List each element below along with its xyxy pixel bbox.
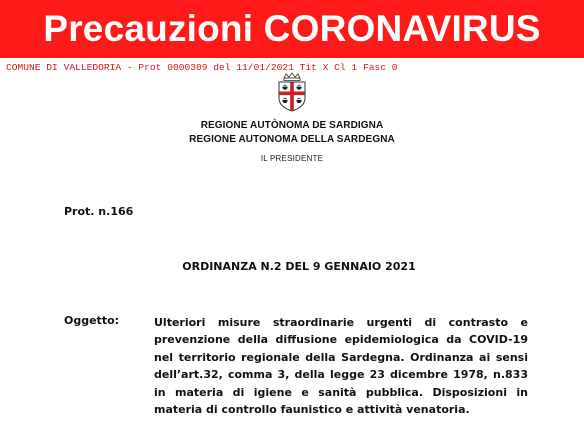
office-title: IL PRESIDENTE	[260, 154, 324, 163]
sardinia-coat-of-arms-icon	[275, 72, 309, 112]
protocol-number: Prot. n.166	[64, 205, 134, 218]
title-banner	[0, 0, 584, 58]
subject-text: Ulteriori misure straordinarie urgenti di contrasto e prevenzione della diffusione epidemiologica da COVID-19 nel territorio regionale della Sardegna. Ordinanza ai sensi dell’art.32, comma 3, della legge 23 dicembre 1978, n.833 in materia di igiene e sanità pubblica. Disposizioni in materia di controllo faunistico e attività venatoria.	[154, 316, 528, 417]
subject-label: Oggetto:	[64, 314, 120, 327]
banner-title: Precauzioni CORONAVIRUS	[43, 8, 541, 49]
protocol-stamp: COMUNE DI VALLEDORIA - Prot 0000309 del 11/01/2021 Tit X Cl 1 Fasc 0	[6, 62, 398, 73]
region-name-sardinian: REGIONE AUTÒNOMA DE SARDIGNA	[200, 120, 384, 131]
ordinance-title: ORDINANZA N.2 DEL 9 GENNAIO 2021	[182, 260, 416, 273]
region-name-italian: REGIONE AUTONOMA DELLA SARDEGNA	[189, 134, 395, 145]
